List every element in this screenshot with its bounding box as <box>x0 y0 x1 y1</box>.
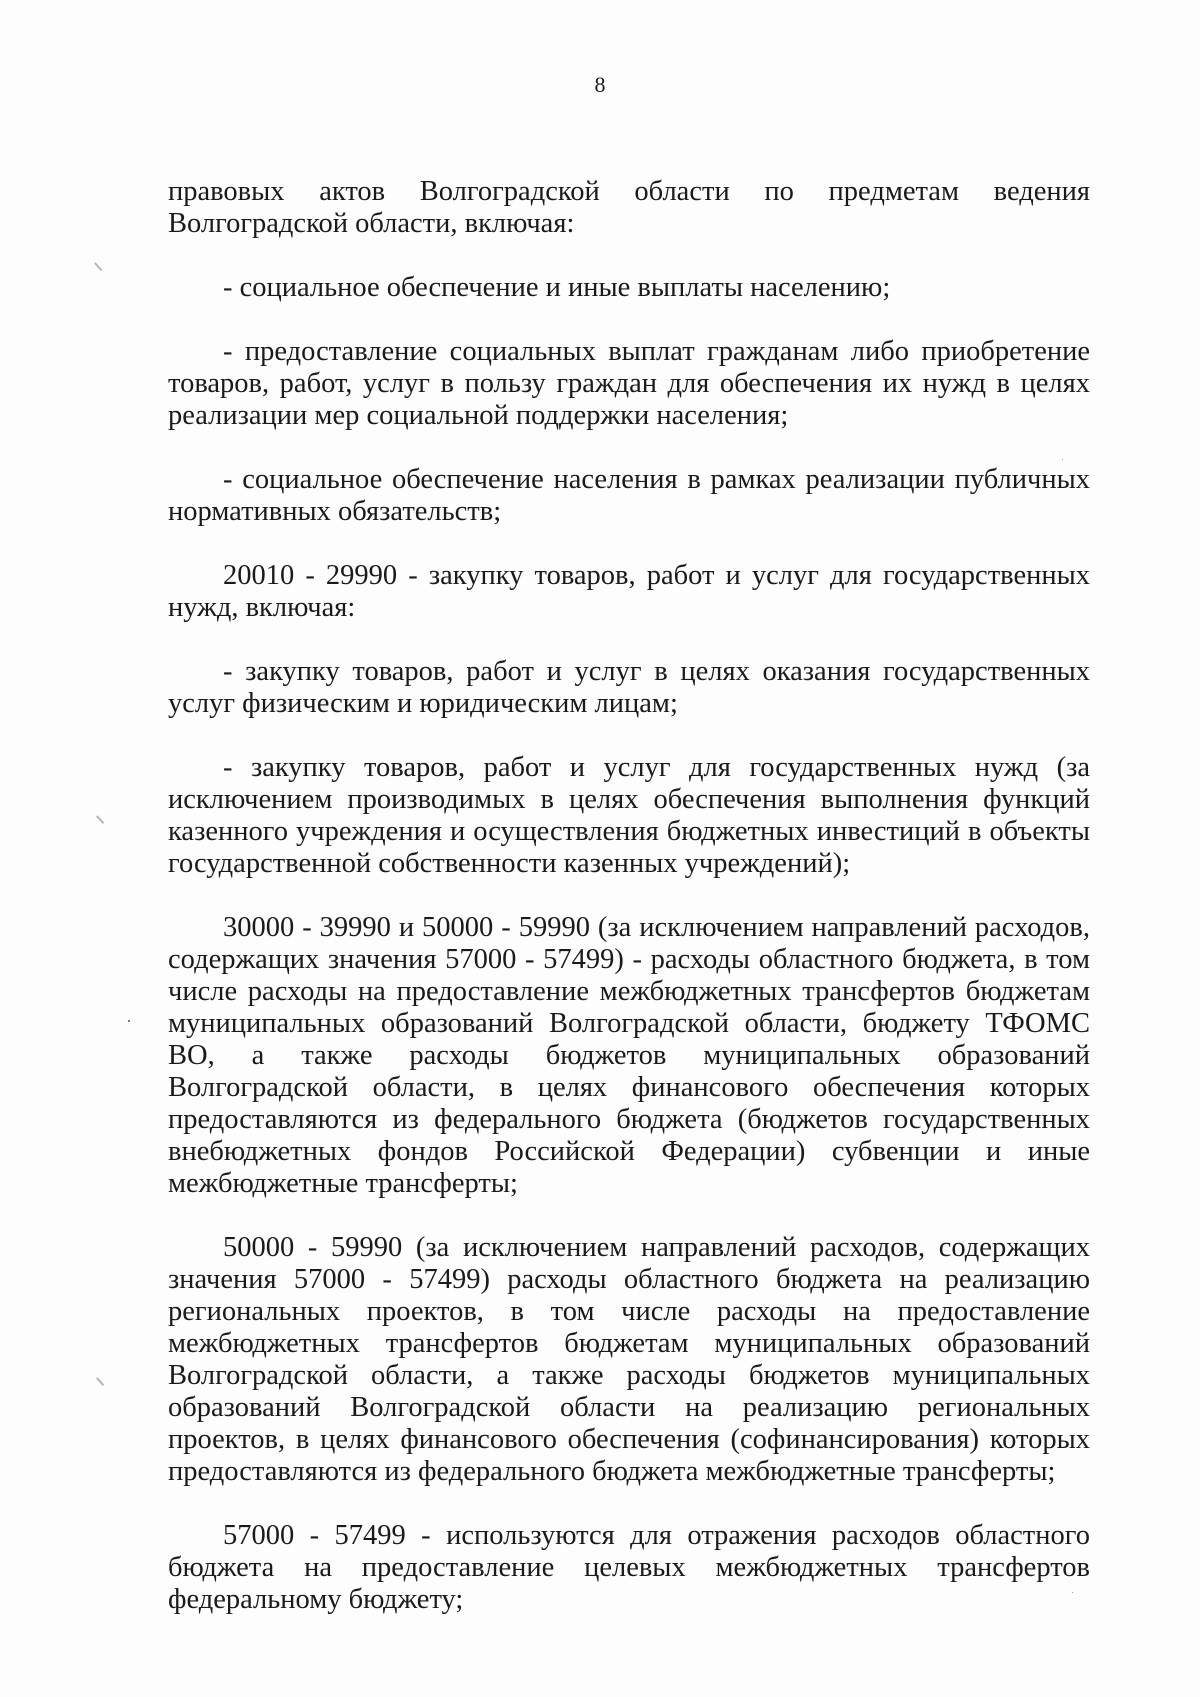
document-body <box>168 176 1090 1616</box>
paragraph-social-payments: - социальное обеспечение и иные выплаты населению; <box>223 272 891 303</box>
scan-artifact <box>128 1020 130 1022</box>
paragraph-procurement-range: 20010 - 29990 - закупку товаров, работ и услуг для государственных нужд, включая: <box>168 560 1090 623</box>
paragraph-continuation: правовых актов Волгоградской области по предметам ведения Волгоградской области, включая: <box>168 176 1090 239</box>
paragraph-federal-transfers: 57000 - 57499 - используются для отражения расходов областного бюджета на предоставление целевых межбюджетных трансфертов федеральному бюджету; <box>168 1520 1090 1615</box>
paragraph-procurement-services: - закупку товаров, работ и услуг в целях оказания государственных услуг физическим и юридическим лицам; <box>168 656 1090 719</box>
scan-artifact <box>1062 459 1063 460</box>
scan-artifact <box>94 262 102 270</box>
page-number: 8 <box>594 72 606 97</box>
scan-artifact <box>96 1377 104 1385</box>
paragraph-regional-expenses: 30000 - 39990 и 50000 - 59990 (за исключением направлений расходов, содержащих значения 57000 - 57499) - расходы областного бюджета, в том числе расходы на предоставление межбюджетных трансфертов бюджетам муниципальных образований Волгоградской области, бюджету ТФОМС ВО, а также расходы бюджетов муниципальных образований Волгоградской области, в целях финансового обеспечения которых предоставляются из федерального бюджета (бюджетов государственных внебюджетных фондов Российской Федерации) субвенции и иные межбюджетные трансферты; <box>168 912 1090 1199</box>
scan-artifact <box>1072 1592 1073 1593</box>
paragraph-public-obligations: - социальное обеспечение населения в рамках реализации публичных нормативных обязательств; <box>168 464 1090 527</box>
paragraph-regional-projects: 50000 - 59990 (за исключением направлений расходов, содержащих значения 57000 - 57499) расходы областного бюджета на реализацию региональных проектов, в том числе расходы на предоставление межбюджетных трансфертов бюджетам муниципальных образований Волгоградской области, а также расходы бюджетов муниципальных образований Волгоградской области на реализацию региональных проектов, в целях финансового обеспечения (софинансирования) которых предоставляются из федерального бюджета межбюджетные трансферты; <box>168 1232 1090 1487</box>
paragraph-social-support: - предоставление социальных выплат гражданам либо приобретение товаров, работ, услуг в пользу граждан для обеспечения их нужд в целях реализации мер социальной поддержки населения; <box>168 336 1090 431</box>
paragraph-procurement-state-needs: - закупку товаров, работ и услуг для государственных нужд (за исключением производимых в целях обеспечения выполнения функций казенного учреждения и осуществления бюджетных инвестиций в объекты государственной собственности казенных учреждений); <box>168 752 1090 879</box>
scan-artifact <box>96 815 104 823</box>
